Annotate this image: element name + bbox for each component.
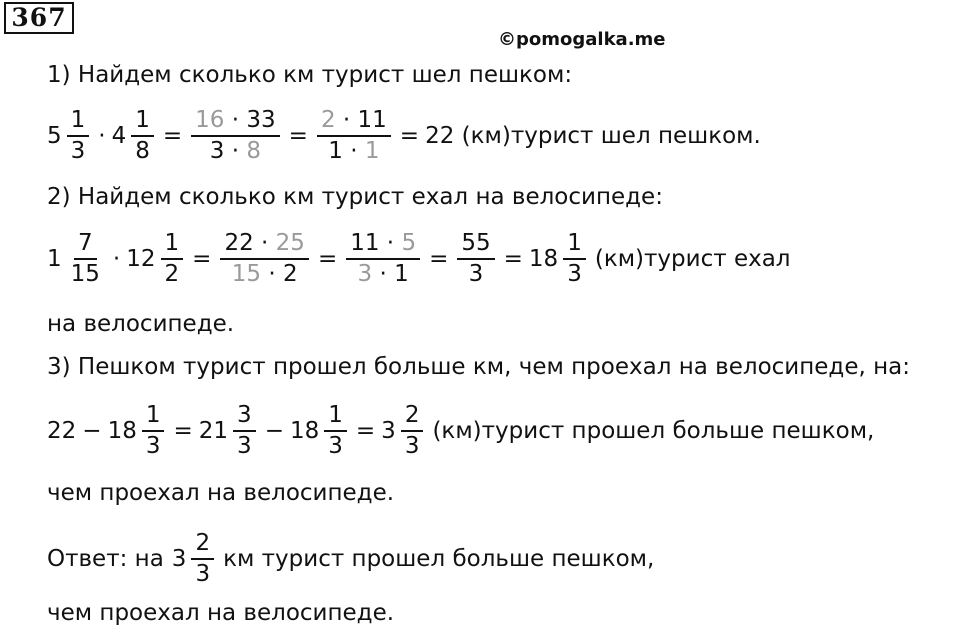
multiply-sign: · (224, 107, 247, 133)
mixed-whole: 4 (111, 123, 127, 149)
cancelled-factor: 25 (275, 230, 305, 256)
cancelled-factor: 8 (246, 138, 262, 164)
numerator: 1 (67, 109, 90, 137)
step1-expression (47, 101, 761, 171)
factor: 3 (209, 138, 225, 164)
fraction (67, 109, 90, 163)
equals-sign: = (399, 123, 420, 149)
denominator: 3 (567, 261, 582, 287)
equals-sign: = (192, 246, 212, 272)
step3-expression (47, 396, 874, 466)
fraction (191, 109, 280, 163)
denominator: 3 (404, 433, 420, 459)
denominator: 3 (70, 138, 86, 164)
numerator: 1 (142, 404, 165, 432)
step2-result: (км)турист ехал (594, 246, 791, 272)
mixed-whole: 18 (289, 418, 320, 444)
step1-result: 22 (км)турист шел пешком. (425, 123, 761, 149)
denominator: 3 (468, 261, 484, 287)
fraction (324, 404, 347, 458)
factor: 1 (394, 261, 409, 287)
mixed-whole: 5 (47, 123, 62, 149)
answer-suffix: км турист прошел больше пешком, (223, 546, 655, 572)
fraction (191, 532, 214, 586)
numerator: 2 (191, 532, 214, 560)
step3-heading: 3) Пешком турист прошел больше км, чем проехал на велосипеде, на: (47, 354, 910, 380)
fraction (233, 404, 256, 458)
numerator: 3 (233, 404, 256, 432)
factor: 11 (357, 107, 387, 133)
numerator: 1 (563, 232, 586, 260)
denominator (206, 137, 265, 163)
multiply-sign: · (342, 138, 365, 164)
fraction (563, 232, 586, 286)
fraction (67, 232, 104, 286)
denominator: 3 (328, 433, 343, 459)
numerator: 7 (74, 232, 97, 260)
cancelled-factor: 15 (231, 261, 262, 287)
numerator: 1 (131, 109, 154, 137)
step3-continuation: чем проехал на велосипеде. (47, 480, 395, 506)
fraction (220, 232, 309, 286)
answer-line (47, 524, 654, 594)
numerator (191, 109, 280, 137)
denominator: 15 (70, 261, 100, 287)
factor: 22 (224, 230, 254, 256)
numerator (220, 232, 309, 260)
multiply-sign: · (253, 230, 276, 256)
numerator (346, 232, 420, 260)
cancelled-factor: 1 (364, 138, 380, 164)
factor: 11 (350, 230, 380, 256)
cancelled-factor: 16 (195, 107, 225, 133)
minus-sign: − (264, 418, 284, 444)
step3-result: (км)турист прошел больше пешком, (432, 418, 875, 444)
equals-sign: = (288, 123, 308, 149)
mixed-whole: 21 (198, 418, 229, 444)
equals-sign: = (429, 246, 449, 272)
factor: 2 (282, 261, 298, 287)
answer-continuation: чем проехал на велосипеде. (47, 600, 395, 626)
denominator: 3 (237, 433, 252, 459)
denominator: 8 (135, 138, 150, 164)
mixed-whole: 18 (528, 246, 559, 272)
mixed-whole: 3 (171, 546, 187, 572)
multiply-sign: · (98, 123, 106, 149)
mixed-whole: 18 (107, 418, 137, 444)
equals-sign: = (317, 246, 338, 272)
step1-heading: 1) Найдем сколько км турист шел пешком: (47, 62, 573, 88)
multiply-sign: · (335, 107, 358, 133)
minus-sign: − (82, 418, 102, 444)
denominator: 3 (195, 561, 211, 587)
multiply-sign: · (224, 138, 247, 164)
fraction (346, 232, 420, 286)
cancelled-factor: 2 (320, 107, 336, 133)
numerator (317, 109, 391, 137)
denominator: 2 (164, 261, 180, 287)
equals-sign: = (162, 123, 183, 149)
numerator: 2 (401, 404, 424, 432)
multiply-sign: · (379, 230, 402, 256)
mixed-whole: 12 (126, 246, 156, 272)
problem-number: 367 (4, 2, 74, 34)
step2-heading: 2) Найдем сколько км турист ехал на велосипеде: (47, 184, 663, 210)
numerator: 1 (324, 404, 347, 432)
fraction (161, 232, 184, 286)
factor: 33 (246, 107, 276, 133)
numerator: 1 (161, 232, 184, 260)
fraction (457, 232, 494, 286)
equals-sign: = (355, 418, 376, 444)
factor: 1 (328, 138, 343, 164)
cancelled-factor: 3 (357, 261, 373, 287)
fraction (317, 109, 391, 163)
denominator: 3 (145, 433, 161, 459)
fraction (401, 404, 424, 458)
cancelled-factor: 5 (401, 230, 417, 256)
answer-prefix: Ответ: на (47, 546, 164, 572)
equals-sign: = (173, 418, 193, 444)
numerator: 55 (457, 232, 494, 260)
fraction (131, 109, 154, 163)
mixed-whole: 3 (381, 418, 396, 444)
multiply-sign: · (372, 261, 395, 287)
denominator (324, 137, 383, 163)
multiply-sign: · (112, 246, 121, 272)
watermark: ©pomogalka.me (498, 29, 666, 50)
step2-continuation: на велосипеде. (47, 311, 235, 337)
multiply-sign: · (261, 261, 283, 287)
denominator (354, 260, 413, 286)
minuend: 22 (47, 418, 77, 444)
equals-sign: = (503, 246, 523, 272)
mixed-whole: 1 (47, 246, 62, 272)
denominator (228, 260, 302, 286)
fraction (142, 404, 165, 458)
step2-expression (47, 224, 791, 294)
